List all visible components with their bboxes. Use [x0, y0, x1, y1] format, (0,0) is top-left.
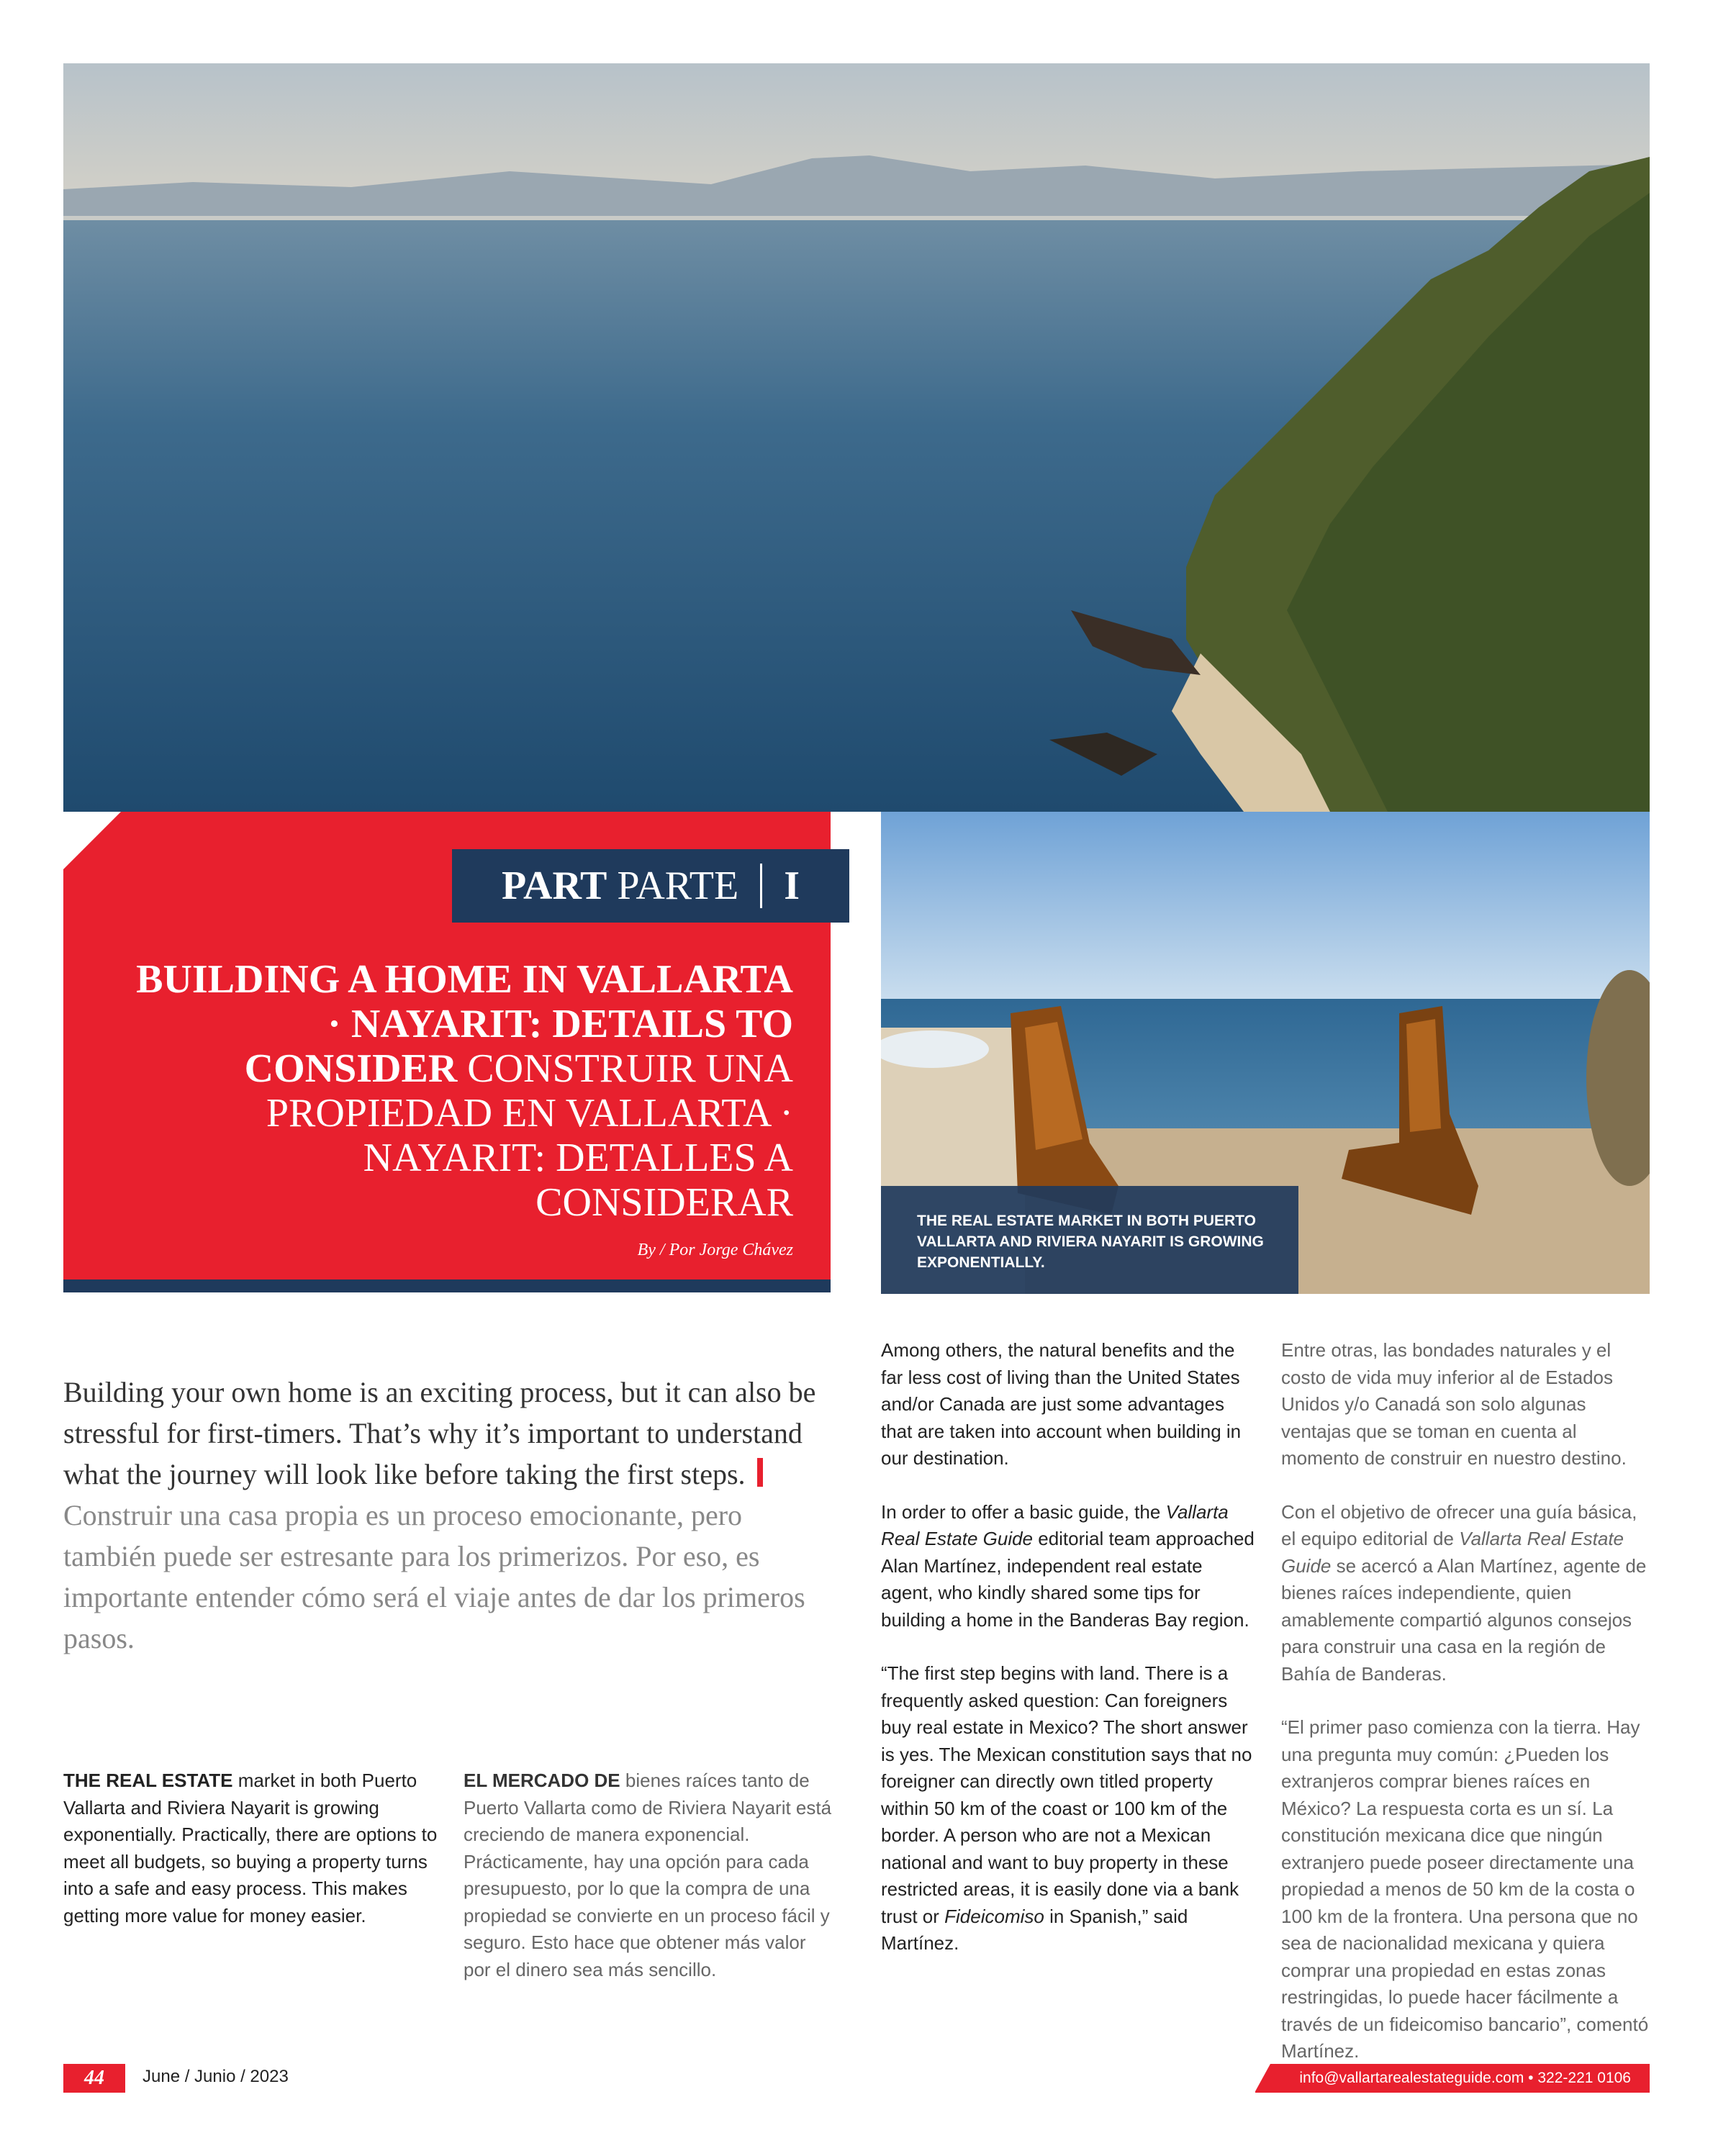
body-paragraph: Among others, the natural benefits and the far less cost of living than the United States and/or Canada are just some advantages that are taken into account when building in our destination.: [881, 1339, 1242, 1469]
lead-text-es: Construir una casa propia es un proceso emocionante, pero también puede ser estresante para los primerizos. Por eso, es importante entender cómo será el viaje antes de dar los primeros pasos.: [63, 1499, 805, 1654]
part-label-en: PART: [502, 864, 607, 908]
paragraph-text: market in both Puerto Vallarta and Riviera Nayarit is growing exponentially. Practically, there are options to meet all budgets, so buying a property turns into a safe and easy process. This makes getting more value for money easier.: [63, 1770, 438, 1926]
publication-name: Vallarta Real Estate Guide: [881, 1500, 1229, 1549]
body-paragraph: [464, 1767, 838, 1983]
language-divider-mark: [757, 1458, 763, 1487]
body-paragraph: [1281, 1499, 1650, 1688]
body-paragraph: [881, 1499, 1255, 1634]
body-column-4: [1281, 1337, 1650, 2092]
paragraph-text: editorial team approached Alan Martínez, independent real estate agent, who kindly shared some tips for building a home in the Banderas Bay region.: [881, 1528, 1255, 1631]
issue-date: June / Junio / 2023: [143, 2067, 289, 2086]
body-column-3: [881, 1337, 1255, 1984]
hero-photo-bay: [63, 63, 1650, 812]
body-paragraph: Entre otras, las bondades naturales y el costo de vida muy inferior al de Estados Unidos y/o Canadá son solo algunas ventajas que se toman en cuenta al momento de construir en nuestro destino.: [1281, 1339, 1627, 1469]
paragraph-text: bienes raíces tanto de Puerto Vallarta como de Riviera Nayarit está creciendo de manera exponencial. Prácticamente, hay una opción para cada presupuesto, por lo que la compra de una propiedad se convierte en un proceso fácil y seguro. Esto hace que obtener más valor por el dinero sea más sencillo.: [464, 1770, 832, 1980]
paragraph-text: Con el objetivo de ofrecer una guía básica, el equipo editorial de: [1281, 1500, 1637, 1549]
photo-caption: [881, 1186, 1298, 1294]
lead-text-en: Building your own home is an exciting process, but it can also be stressful for first-timers. That’s why it’s important to understand what the journey will look like before taking the first steps.: [63, 1376, 816, 1490]
body-paragraph: [63, 1767, 452, 1929]
title-panel-underline: [63, 1279, 831, 1292]
title-panel-corner: [63, 812, 121, 869]
part-separator: [760, 864, 762, 908]
article-title: [117, 957, 793, 1225]
article-title-en: BUILDING A HOME IN VALLARTA · NAYARIT: DETAILS TO CONSIDER: [136, 957, 793, 1091]
contact-info[interactable]: info@vallartarealestateguide.com • 322-221 0106: [1255, 2064, 1650, 2093]
paragraph-text: In order to offer a basic guide, the: [881, 1500, 1166, 1523]
byline: By / Por Jorge Chávez: [637, 1241, 793, 1259]
body-paragraph: “El primer paso comienza con la tierra. Hay una pregunta muy común: ¿Pueden los extranjeros comprar bienes raíces en México? La respuesta corta es un sí. La constitución mexicana dice que ningún extranjero puede poseer directamente una propiedad a menos de 50 km de la costa o 100 km de la frontera. Una persona que no sea de nacionalidad mexicana y quiera comprar una propiedad en estas zonas restringidas, lo puede hacer fácilmente a través de un fideicomiso bancario”, comentó Martínez.: [1281, 1716, 1649, 2062]
body-column-1: [63, 1767, 452, 1956]
paragraph-lead-in: EL MERCADO DE: [464, 1770, 620, 1791]
lead-paragraph: [63, 1372, 831, 1659]
paragraph-text: se acercó a Alan Martínez, agente de bienes raíces independiente, quien amablemente compartió algunos consejos para construir una casa en la región de Bahía de Banderas.: [1281, 1554, 1647, 1685]
photo-caption-text: THE REAL ESTATE MARKET IN BOTH PUERTO VALLARTA AND RIVIERA NAYARIT IS GROWING EXPONENTIALLY.: [917, 1213, 1264, 1271]
paragraph-text: in Spanish,” said Martínez.: [881, 1905, 1188, 1954]
part-label: [452, 849, 849, 923]
article-title-es: CONSTRUIR UNA PROPIEDAD EN VALLARTA · NAYARIT: DETALLES A CONSIDERAR: [266, 1046, 793, 1225]
term-italic: Fideicomiso: [944, 1905, 1044, 1927]
paragraph-text: “The first step begins with land. There is a frequently asked question: Can foreigners buy real estate in Mexico? The short answer is yes. The Mexican constitution says that no foreigner can directly own titled property within 50 km of the coast or 100 km of the border. A person who are not a Mexican national and want to buy property in these restricted areas, it is easily done via a bank trust or: [881, 1662, 1252, 1927]
page-number: 44: [63, 2064, 125, 2093]
body-column-2: [464, 1767, 838, 2010]
body-paragraph: [881, 1660, 1255, 1957]
part-label-es: PARTE: [617, 864, 739, 908]
publication-name: Vallarta Real Estate Guide: [1281, 1528, 1624, 1577]
part-number: I: [784, 864, 800, 908]
paragraph-lead-in: THE REAL ESTATE: [63, 1770, 233, 1791]
